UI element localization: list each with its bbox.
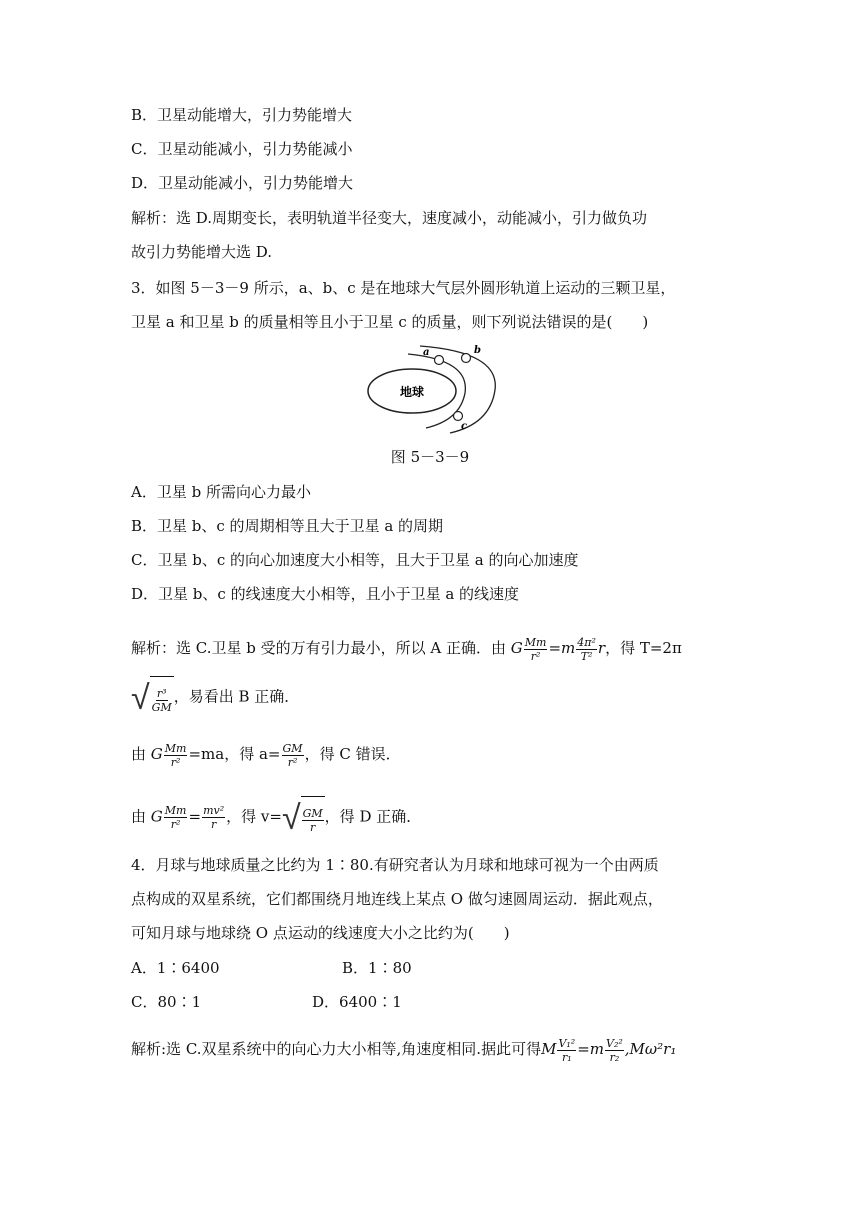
satellite-a xyxy=(435,356,444,365)
q3-sol2-text: ，易看出 B 正确． xyxy=(173,687,300,706)
orbit-figure xyxy=(360,338,510,434)
satellite-c xyxy=(454,412,463,421)
q4-stem-line2: 点构成的双星系统，它们都围绕月地连线上某点 O 做匀速圆周运动．据此观点， xyxy=(131,890,663,908)
label-c: c xyxy=(461,421,468,432)
q3-stem-line1: 3．如图 5－3－9 所示，a、b、c 是在地球大气层外圆形轨道上运动的三颗卫星， xyxy=(131,279,676,297)
sqrt-r3-GM: √ $\frac{\text{r³}}{GM}$ xyxy=(131,677,172,718)
q3-option-a: A．卫星 b 所需向心力最小 xyxy=(131,483,311,501)
q3-stem-line2: 卫星 a 和卫星 b 的质量相等且小于卫星 c 的质量，则下列说法错误的是( ) xyxy=(131,313,649,331)
q2-option-c: C．卫星动能减小，引力势能减小 xyxy=(131,140,353,158)
q4-option-b: B．1∶80 xyxy=(342,959,412,977)
q2-solution-line2: 故引力势能增大选 D. xyxy=(131,243,273,261)
frac-Mm-r2: $\frac{Mm}{\text{r²}}$ xyxy=(524,635,547,663)
label-b: b xyxy=(474,345,481,356)
satellite-b xyxy=(462,354,471,363)
q4-option-a: A．1∶6400 xyxy=(131,959,220,977)
q3-option-c: C．卫星 b、c 的向心加速度大小相等，且大于卫星 a 的向心加速度 xyxy=(131,551,579,569)
q4-solution-line: 解析:选 C.双星系统中的向心力大小相等,角速度相同.据此可得M $\frac{\text{V₁²}}{\text{r₁}}$ =m $\frac{\text{V₂²}}{\text{r₂}}$ ,Mω²r₁ xyxy=(131,1036,677,1064)
q4-option-d: D．6400∶1 xyxy=(312,993,402,1011)
q2-option-d: D．卫星动能减小，引力势能增大 xyxy=(131,174,354,192)
q3-solution-line1: 解析：选 C.卫星 b 受的万有引力最小，所以 A 正确．由 G $\frac{Mm}{\text{r²}}$ =m $\frac{\text{4π²}}{\text{T²}}$ r，得 T=2π xyxy=(131,635,682,663)
earth-label: 地球 xyxy=(399,385,425,399)
q3-solution-line2 xyxy=(131,676,299,719)
q3-solution-line3: 由 G $\frac{Mm}{\text{r²}}$ =ma，得 a= $\frac{GM}{\text{r²}}$ ，得 C 错误． xyxy=(131,741,401,769)
figure-caption: 图 5－3－9 xyxy=(390,448,470,466)
q3-option-b: B．卫星 b、c 的周期相等且大于卫星 a 的周期 xyxy=(131,517,444,535)
q3-option-d: D．卫星 b、c 的线速度大小相等，且小于卫星 a 的线速度 xyxy=(131,585,520,603)
q3-solution-line4: 由 G $\frac{Mm}{\text{r²}}$ = $\frac{\text{mv²}}{r}$ ，得 v= √ $\frac{GM}{r}$ ，得 D 正确． xyxy=(131,797,422,838)
q2-solution-line1: 解析：选 D.周期变长，表明轨道半径变大，速度减小，动能减小，引力做负功 xyxy=(131,209,648,227)
q4-stem-line3: 可知月球与地球绕 O 点运动的线速度大小之比约为( ) xyxy=(131,924,510,942)
q4-stem-line1: 4．月球与地球质量之比约为 1∶80.有研究者认为月球和地球可视为一个由两质 xyxy=(131,856,659,874)
label-a: a xyxy=(423,347,430,358)
q2-option-b: B．卫星动能增大，引力势能增大 xyxy=(131,106,353,124)
q4-option-c: C．80∶1 xyxy=(131,993,202,1011)
math-G: G xyxy=(510,639,523,657)
q3-sol1-tail: ，得 T=2π xyxy=(605,639,682,657)
frac-4pi2-T2: $\frac{\text{4π²}}{\text{T²}}$ xyxy=(577,635,596,663)
q3-sol1-text: 解析：选 C.卫星 b 受的万有引力最小，所以 A 正确．由 xyxy=(131,639,506,657)
